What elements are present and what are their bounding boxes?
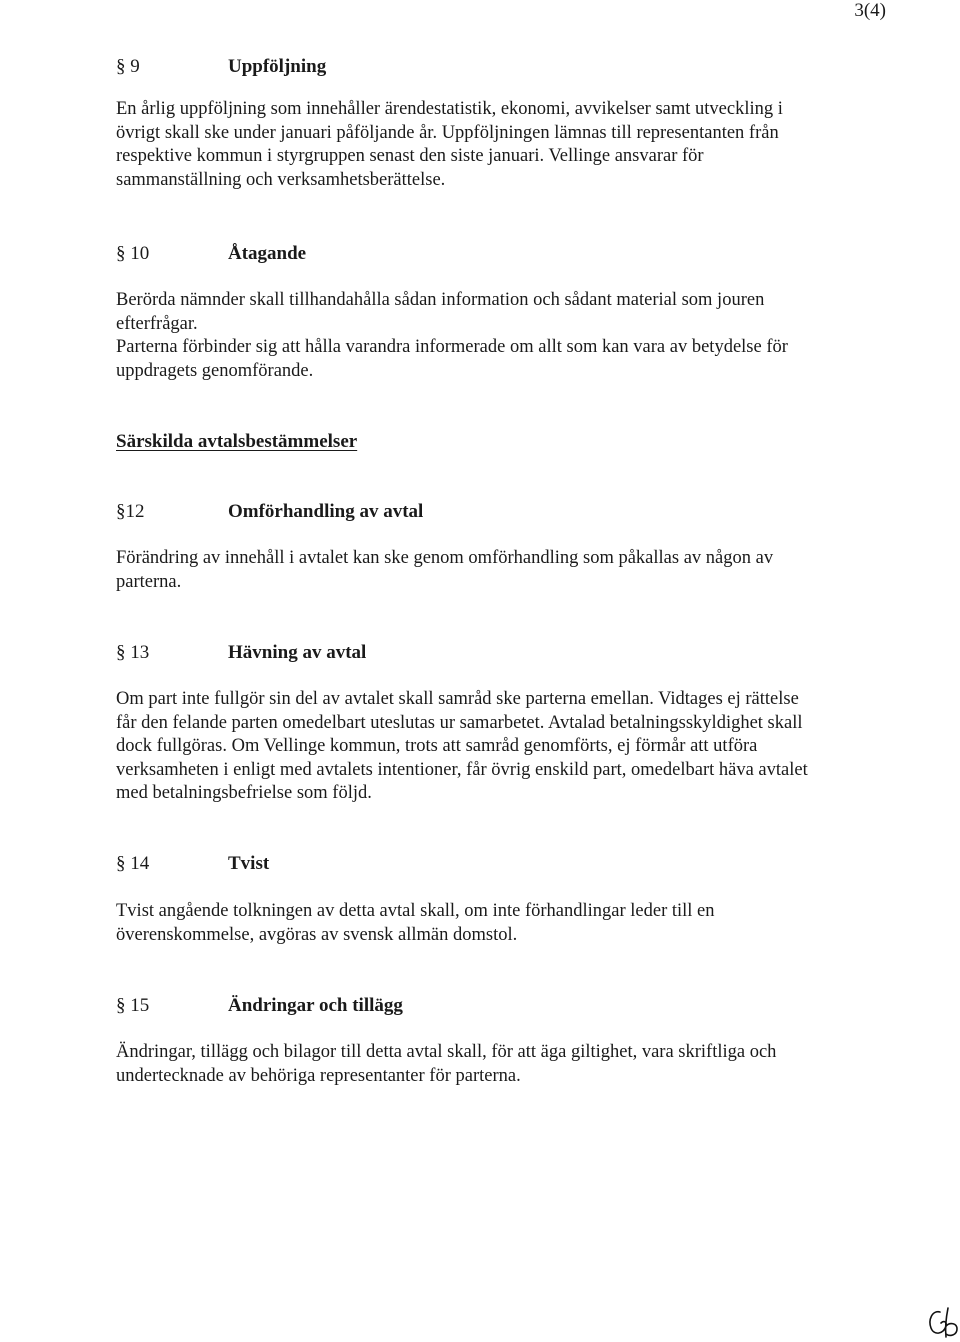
paragraph-line: Förändring av innehåll i avtalet kan ske genom omförhandling som påkallas av någon av: [116, 548, 774, 568]
section-9-heading: [116, 55, 326, 79]
section-13-body: [116, 688, 876, 806]
paragraph-line: med betalningsbefrielse som följd.: [116, 783, 372, 803]
paragraph-line: En årlig uppföljning som innehåller ärendestatistik, ekonomi, avvikelser samt utveckling i: [116, 99, 783, 119]
section-12-heading: [116, 500, 423, 524]
section-number: § 13: [116, 642, 150, 663]
paragraph-line: parterna.: [116, 571, 182, 592]
section-title: Omförhandling av avtal: [228, 501, 424, 522]
paragraph-line: verksamheten i enligt med avtalets intentioner, får övrig enskild part, omedelbart häva avtalet: [116, 759, 808, 780]
section-title: Åtagande: [228, 243, 307, 264]
paragraph-line: sammanställning och verksamhetsberättelse.: [116, 169, 446, 190]
paragraph-line: överenskommelse, avgöras av svensk allmän domstol.: [116, 924, 518, 945]
paragraph-line: respektive kommun i styrgruppen senast den siste januari. Vellinge ansvarar för: [116, 146, 704, 166]
section-number: § 15: [116, 995, 150, 1016]
paragraph-line: efterfrågar.: [116, 313, 198, 334]
paragraph-line: övrigt skall ske under januari påföljande år. Uppföljningen lämnas till representanten från: [116, 122, 779, 143]
paragraph-line: Tvist angående tolkningen av detta avtal skall, om inte förhandlingar leder till en: [116, 901, 715, 921]
section-9-body: [116, 98, 876, 192]
paragraph-line: dock fullgöras. Om Vellinge kommun, trots att samråd genomförts, ej förmår att utföra: [116, 736, 758, 756]
section-number: § 9: [116, 56, 140, 77]
paragraph-line: Parterna förbinder sig att hålla varandra informerade om allt som kan vara av betydelse för: [116, 337, 788, 357]
section-10-body: [116, 289, 876, 383]
section-number: §12: [116, 501, 145, 522]
paragraph-line: uppdragets genomförande.: [116, 360, 314, 381]
paragraph-line: Om part inte fullgör sin del av avtalet skall samråd ske parterna emellan. Vidtages ej rättelse: [116, 689, 799, 709]
section-14-heading: [116, 852, 269, 876]
section-title: Hävning av avtal: [228, 642, 367, 663]
section-title: Uppföljning: [228, 56, 327, 77]
section-number: § 10: [116, 243, 150, 264]
signature-initials: [926, 1304, 960, 1340]
paragraph-line: Ändringar, tillägg och bilagor till detta avtal skall, för att äga giltighet, vara skriftliga och: [116, 1042, 777, 1062]
paragraph-line: Berörda nämnder skall tillhandahålla sådan information och sådant material som jouren: [116, 290, 765, 310]
special-provisions-heading: Särskilda avtalsbestämmelser: [116, 431, 358, 452]
section-number: § 14: [116, 853, 150, 874]
paragraph-line: undertecknade av behöriga representanter för parterna.: [116, 1065, 521, 1086]
section-15-body: [116, 1041, 876, 1088]
section-10-heading: [116, 242, 306, 266]
paragraph-line: får den felande parten omedelbart uteslutas ur samarbetet. Avtalad betalningsskyldighet skall: [116, 712, 803, 733]
section-12-body: [116, 547, 876, 594]
section-title: Ändringar och tillägg: [228, 995, 403, 1016]
section-13-heading: [116, 641, 366, 665]
section-title: Tvist: [228, 853, 270, 874]
page-number: 3(4): [854, 0, 886, 21]
section-14-body: [116, 900, 876, 947]
section-15-heading: [116, 994, 403, 1018]
